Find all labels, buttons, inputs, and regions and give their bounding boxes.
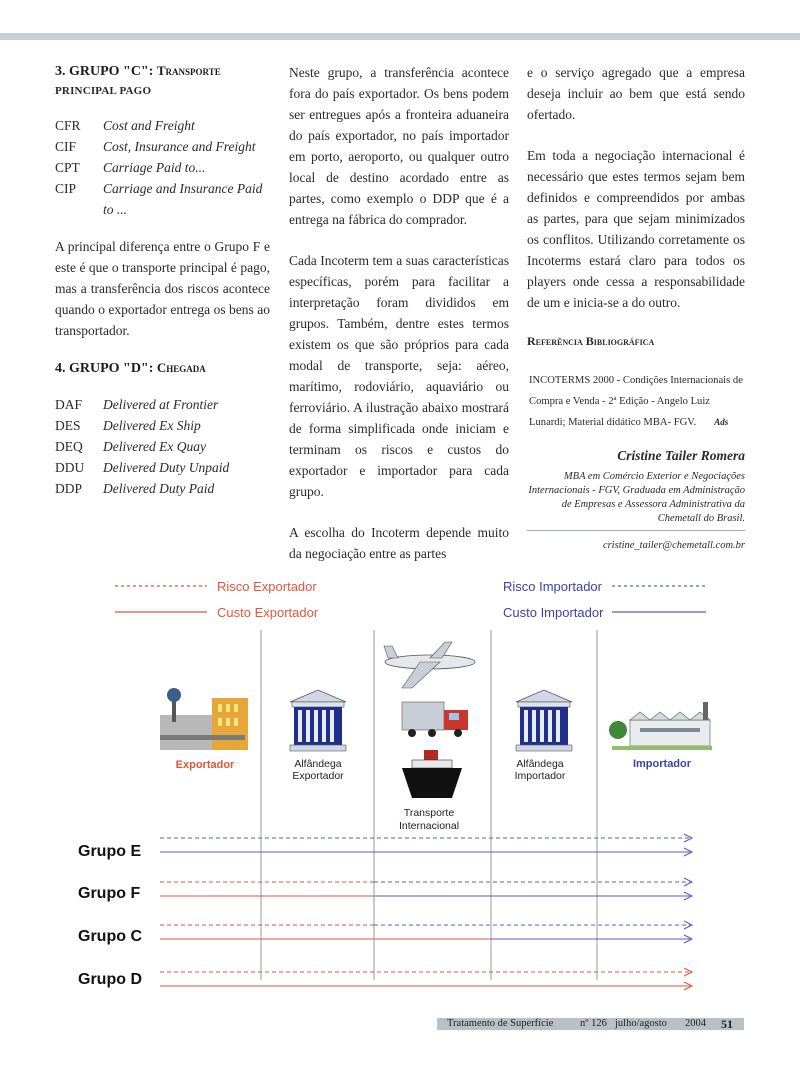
heading-grupo-d-title: Chegada: [156, 360, 206, 375]
term-code: DDP: [55, 481, 83, 496]
top-band: [0, 33, 800, 40]
term-row: [55, 478, 229, 499]
terms-list-d: [55, 394, 229, 499]
group-e-arrows: [160, 834, 692, 856]
paragraph: e o serviço agregado que a empresa deseja incluir ao bem que está sendo ofertado.: [527, 65, 745, 122]
term-row: [55, 178, 270, 220]
term-code: DEQ: [55, 439, 83, 454]
group-label: Grupo F: [78, 885, 141, 902]
term-row: [55, 415, 229, 436]
paragraph-grupo-c: A principal diferença entre o Grupo F e este é que o transporte principal é pago, mas a transferência dos riscos acontece quando o exportador entrega os bens ao transportador.: [55, 239, 270, 338]
term-desc: Cost, Insurance and Freight: [103, 139, 256, 154]
page-number: 51: [721, 1017, 733, 1031]
incoterms-diagram: [0, 570, 800, 1000]
station-importador: Importador: [632, 758, 692, 770]
legend-risk-importer: Risco Importador: [503, 579, 602, 594]
reference-heading: Referência Bibliográfica: [527, 334, 655, 348]
author-email: cristine_tailer@chemetall.com.br: [602, 540, 745, 551]
group-label: Grupo D: [78, 971, 142, 988]
column-left: [55, 62, 270, 515]
page-footer: [437, 1018, 744, 1030]
airplane-icon: [384, 642, 475, 688]
term-desc: Delivered Duty Paid: [103, 481, 215, 496]
ads-logo: Ads: [714, 417, 729, 427]
heading-grupo-d: [55, 359, 270, 378]
term-desc: Delivered Ex Quay: [103, 439, 206, 454]
truck-icon: [402, 702, 468, 737]
heading-grupo-c-subtitle: PRINCIPAL PAGO: [55, 85, 152, 97]
term-desc: Cost and Freight: [103, 118, 195, 133]
term-row: [55, 394, 229, 415]
term-code: DES: [55, 418, 81, 433]
station-alfandega-exp-line1: Alfândega: [294, 758, 342, 770]
legend-cost-importer: Custo Importador: [503, 605, 604, 620]
footer-journal: Tratamento de Superfície: [447, 1018, 554, 1029]
term-desc: Carriage and Insurance Paid to ...: [103, 181, 263, 217]
paragraph: A escolha do Incoterm depende muito da negociação entre as partes: [289, 525, 509, 561]
reference-body: [529, 370, 745, 433]
term-desc: Delivered at Frontier: [103, 397, 219, 412]
column-right: [527, 62, 745, 556]
group-label: Grupo C: [78, 928, 142, 945]
group-f-arrows: [160, 878, 692, 900]
column-middle: [289, 62, 509, 564]
station-alfandega-imp-line2: Importador: [514, 770, 566, 782]
factory-icon: [160, 688, 248, 750]
author-name: Cristine Tailer Romera: [617, 448, 745, 463]
term-code: DAF: [55, 397, 83, 412]
term-row: [55, 136, 270, 157]
term-code: CPT: [55, 160, 80, 175]
paragraph: Cada Incoterm tem a suas características específicas, porém para facilitar a interpretação foram divididos em grupos. Também, dentre estes termos existem os que são próprios para cada modal de transporte, seja: aéreo, marítimo, rodoviário, aquaviário ou ferroviário. A ilustração abaixo mostrará de forma simplificada onde iniciam e terminam os riscos e custos do exportador e importador para cada grupo.: [289, 253, 509, 499]
term-desc: Delivered Ex Ship: [103, 418, 201, 433]
paragraph: Em toda a negociação internacional é necessário que estes termos sejam bem definidos e compreendidos por ambas as partes, para que sejam minimizados os conflitos. Utilizando corretamente os Incoterms estará claro para todos os players onde cessa a responsabilidade de um e inicia-se a do outro.: [527, 148, 745, 310]
station-transporte-line2: Internacional: [398, 820, 460, 832]
author-bio: MBA em Comércio Exterior e Negociações Internacionais - FGV, Graduada em Administração de Empresas e Assessora Administrativa da Chemetall do Brasil.: [527, 470, 745, 531]
legend-risk-exporter: Risco Exportador: [217, 579, 317, 594]
group-d-arrows: [160, 968, 692, 990]
term-code: CIF: [55, 139, 77, 154]
term-code: CIP: [55, 181, 77, 196]
station-alfandega-imp-line1: Alfândega: [516, 758, 564, 770]
heading-grupo-c: [55, 62, 270, 81]
term-row: [55, 157, 270, 178]
customs-building-icon: [290, 690, 346, 751]
term-desc: Delivered Duty Unpaid: [103, 460, 230, 475]
term-desc: Carriage Paid to...: [103, 160, 206, 175]
station-alfandega-exp-line2: Exportador: [292, 770, 344, 782]
term-row: [55, 457, 229, 478]
paragraph: Neste grupo, a transferência acontece fora do país exportador. Os bens podem ser entregues após a fronteira aduaneira do país exportador, no país importador em porto, aeroporto, ou qualquer outro local de destino acordado entre as partes, como exemplo o DDP que é a entrega na fábrica do comprador.: [289, 65, 509, 227]
warehouse-icon: [609, 702, 712, 750]
group-label: Grupo E: [78, 843, 142, 860]
terms-list-c: [55, 115, 270, 220]
term-row: [55, 436, 229, 457]
heading-grupo-c-num: 3. GRUPO "C":: [55, 64, 157, 79]
footer-issue: nº 126: [580, 1018, 607, 1029]
station-transporte-line1: Transporte: [403, 807, 455, 819]
station-exportador: Exportador: [175, 759, 235, 771]
heading-grupo-d-num: 4. GRUPO "D":: [55, 361, 157, 376]
heading-grupo-c-title: Transporte: [156, 63, 221, 78]
term-code: DDU: [55, 460, 85, 475]
footer-year: 2004: [685, 1018, 706, 1029]
ship-icon: [402, 750, 462, 798]
footer-months: julho/agosto: [615, 1018, 667, 1029]
term-code: CFR: [55, 118, 81, 133]
term-row: [55, 115, 270, 136]
legend-cost-exporter: Custo Exportador: [217, 605, 319, 620]
customs-building-icon: [516, 690, 572, 751]
reference-text: INCOTERMS 2000 - Condições Internacionais de Compra e Venda - 2ª Edição - Angelo Luiz Lunardi; Material didático MBA- FGV.: [529, 375, 743, 428]
group-c-arrows: [160, 921, 692, 943]
